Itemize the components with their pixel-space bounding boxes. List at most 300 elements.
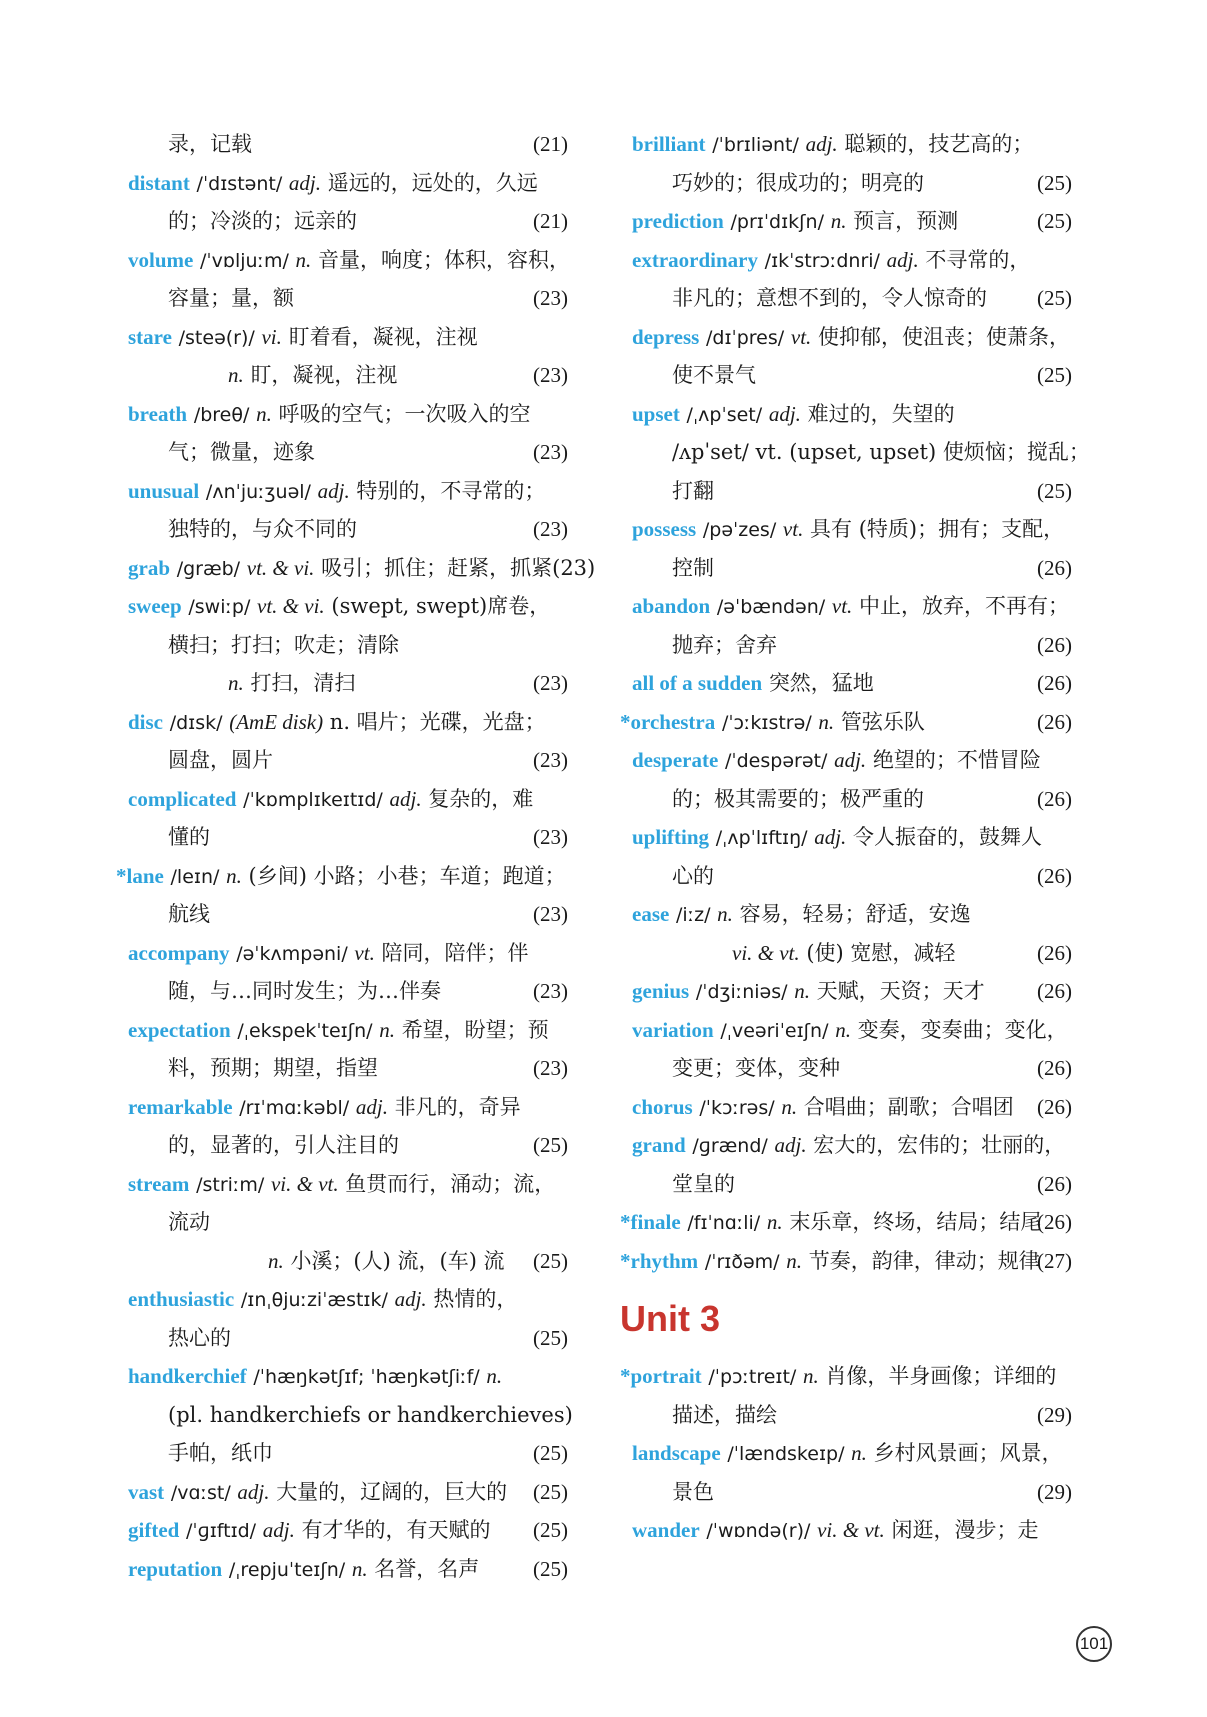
entry-line — [128, 818, 568, 857]
headword: remarkable — [128, 1094, 233, 1119]
definition: 令人振奋的，鼓舞人 — [853, 825, 1042, 849]
headword: all of a sudden — [632, 671, 763, 695]
page-reference: (23) — [533, 286, 568, 310]
definition: 合唱曲；副歌；合唱团 — [803, 1094, 1014, 1119]
entry-line — [632, 972, 1072, 1011]
page-reference: (23) — [533, 979, 568, 1003]
page-reference: (25) — [1037, 286, 1072, 310]
entry-line — [632, 433, 1090, 472]
definition: 的；极其需要的；极严重的 — [672, 786, 924, 811]
part-of-speech: vt. — [782, 517, 804, 541]
definition: 打扫，清扫 — [250, 671, 356, 695]
entry-line — [128, 549, 596, 588]
definition: 录，记载 — [168, 132, 252, 156]
part-of-speech: adj. — [237, 1479, 270, 1504]
page-reference: (26) — [1037, 709, 1072, 734]
definition: 横扫；打扫；吹走；清除 — [168, 632, 399, 657]
phonetic: /ˌrepjuˈteɪʃn/ — [228, 1558, 346, 1581]
definition: 盯，凝视，注视 — [250, 363, 398, 387]
part-of-speech: n. — [228, 363, 244, 387]
phonetic: /dɪsk/ — [169, 711, 223, 734]
part-of-speech: adj. — [886, 247, 919, 272]
part-of-speech: vi. & vt. — [270, 1171, 339, 1196]
definition: (乡间) 小路；小巷；车道；跑道； — [248, 863, 566, 888]
entry-line — [632, 626, 1072, 665]
phonetic: /breθ/ — [193, 403, 250, 426]
entry-line — [128, 934, 568, 973]
entry-line — [128, 125, 568, 164]
entry-line — [632, 356, 1072, 395]
definition: 控制 — [672, 555, 714, 580]
part-of-speech: adj. — [394, 1287, 427, 1311]
part-of-speech: n. — [781, 1094, 798, 1119]
definition: 希望，盼望；预 — [401, 1017, 549, 1042]
phonetic: /ˈrɪðəm/ — [704, 1250, 780, 1273]
definition: 变奏，变奏曲；变化， — [857, 1017, 1068, 1042]
phonetic: /rɪˈmɑːkəbl/ — [239, 1096, 350, 1119]
part-of-speech: n. — [835, 1017, 851, 1042]
entry-line — [632, 318, 1072, 357]
part-of-speech: vi. — [261, 324, 282, 349]
entry-line — [128, 1165, 568, 1204]
page-reference: (29) — [1037, 1479, 1072, 1504]
phonetic: /ˈvɒljuːm/ — [200, 249, 289, 272]
headword: enthusiastic — [128, 1287, 235, 1311]
phonetic: /ˈkɒmplɪkeɪtɪd/ — [243, 788, 383, 811]
phonetic: /ˈdɪstənt/ — [196, 172, 283, 195]
entry-line — [632, 934, 1072, 973]
phonetic: /ˈkɔːrəs/ — [699, 1096, 775, 1119]
headword: wander — [632, 1518, 700, 1542]
entry-line — [632, 1011, 1072, 1050]
entry-line — [128, 164, 568, 203]
entry-line — [128, 1242, 568, 1281]
headword: *finale — [620, 1210, 681, 1234]
page-reference: (26) — [1037, 1094, 1072, 1119]
entry-line — [128, 433, 568, 472]
headword: abandon — [632, 594, 711, 618]
headword: brilliant — [632, 132, 706, 156]
phonetic: /swiːp/ — [188, 596, 251, 618]
definition: 遥远的，远处的，久远 — [327, 170, 538, 195]
entry-line — [632, 780, 1072, 819]
entry-line — [632, 395, 1072, 434]
definition: 突然，猛地 — [768, 671, 874, 695]
page-reference: (25) — [533, 1325, 568, 1350]
definition: 节奏，韵律，律动；规律 — [808, 1248, 1040, 1273]
page-reference: (25) — [533, 1133, 568, 1157]
entry-line — [632, 1126, 1072, 1165]
entry-line — [632, 857, 1072, 896]
page-reference: (26) — [1037, 979, 1072, 1003]
page-number: 101 — [1076, 1626, 1112, 1662]
definition: 流动 — [168, 1210, 210, 1234]
page-reference: (25) — [1037, 478, 1072, 503]
phonetic: /fɪˈnɑːli/ — [687, 1212, 761, 1234]
page-reference: (21) — [533, 209, 568, 233]
definition: 心的 — [672, 863, 714, 888]
entry-line — [632, 164, 1072, 203]
definition: 难过的，失望的 — [807, 401, 955, 426]
definition: 打翻 — [672, 478, 714, 503]
headword: possess — [632, 517, 697, 541]
entry-line — [128, 1434, 568, 1473]
headword: desperate — [632, 748, 719, 772]
headword: depress — [632, 324, 700, 349]
entry-line — [632, 818, 1072, 857]
phonetic: /ˈlændskeɪp/ — [727, 1443, 845, 1465]
definition: 巧妙的；很成功的；明亮的 — [672, 170, 924, 195]
page-reference: (25) — [533, 1479, 568, 1504]
phonetic: /ˈɔːkɪstrə/ — [721, 711, 812, 734]
headword: landscape — [632, 1441, 721, 1465]
part-of-speech: adj. — [355, 1094, 388, 1119]
part-of-speech: n. — [268, 1248, 284, 1273]
part-of-speech: n. — [803, 1364, 819, 1388]
entry-line — [128, 1049, 568, 1088]
phonetic: /ˌʌpˈset/ — [686, 403, 763, 426]
entry-line — [128, 626, 568, 665]
definition: 不寻常的， — [925, 247, 1031, 272]
headword: handkerchief — [128, 1364, 247, 1388]
headword: stream — [128, 1171, 190, 1196]
part-of-speech: n. — [256, 401, 272, 426]
definition: 变更；变体，变种 — [672, 1056, 840, 1080]
definition: (swept, swept)席卷， — [331, 594, 551, 618]
definition: 使不景气 — [672, 363, 756, 387]
page-reference: (25) — [1037, 170, 1072, 195]
definition: 肖像，半身画像；详细的 — [825, 1364, 1057, 1388]
part-of-speech: vt. — [354, 940, 375, 965]
page-reference: (26) — [1037, 1056, 1072, 1080]
definition: 盯着看，凝视，注视 — [288, 324, 478, 349]
phonetic: /iːz/ — [676, 904, 711, 926]
part-of-speech: vt. — [831, 594, 853, 618]
entry-line — [128, 202, 568, 241]
entry-line — [632, 1165, 1072, 1204]
part-of-speech: adj. — [317, 478, 350, 503]
page-reference: (25) — [533, 1518, 568, 1542]
page-reference: (26) — [1037, 863, 1072, 888]
definition: 乡村风景画；风景， — [873, 1441, 1063, 1465]
headword: volume — [128, 247, 194, 272]
entry-line — [128, 1126, 568, 1165]
definition: 末乐章，终场，结局；结尾 — [789, 1210, 1042, 1234]
entry-line — [632, 1088, 1072, 1127]
entry-line — [128, 664, 568, 703]
entry-line — [128, 279, 568, 318]
part-of-speech: n. — [851, 1441, 867, 1465]
page-reference: (25) — [533, 1556, 568, 1581]
entry-line — [632, 549, 1072, 588]
definition: 鱼贯而行，涌动；流， — [345, 1171, 556, 1196]
definition: 中止，放弃，不再有； — [858, 594, 1069, 618]
definition: 小溪；(人) 流，(车) 流 — [290, 1248, 505, 1273]
entry-line — [620, 1203, 1072, 1242]
definition: 料，预期；期望，指望 — [168, 1056, 378, 1080]
entry-line — [128, 1357, 568, 1396]
part-of-speech: adj. — [288, 170, 322, 195]
part-of-speech: vt. & vi. — [246, 555, 315, 580]
headword: *portrait — [620, 1364, 702, 1388]
page-reference: (23) — [533, 748, 568, 772]
definition: 大量的，辽阔的，巨大的 — [276, 1479, 508, 1504]
definition: 热情的， — [433, 1287, 518, 1311]
phonetic: /græb/ — [176, 557, 241, 580]
phonetic: /ˈhæŋkətʃɪf; ˈhæŋkətʃiːf/ — [253, 1366, 480, 1388]
entry-line — [620, 703, 1072, 742]
phonetic: /əˈbændən/ — [716, 596, 826, 618]
headword: reputation — [128, 1556, 223, 1581]
definition: 的；冷淡的；远亲的 — [168, 209, 357, 233]
headword: variation — [632, 1017, 714, 1042]
right-column — [620, 125, 1090, 1550]
phonetic: /ˈdespərət/ — [725, 750, 828, 772]
entry-line — [632, 202, 1072, 241]
page-reference: (21) — [533, 132, 568, 156]
entry-line — [128, 510, 568, 549]
entry-line — [632, 241, 1072, 280]
page-reference: (25) — [533, 1248, 568, 1273]
headword: expectation — [128, 1017, 231, 1042]
part-of-speech: n. — [794, 979, 810, 1003]
definition: 懂的 — [168, 825, 210, 849]
part-of-speech: n. — [351, 1556, 368, 1581]
part-of-speech: n. — [226, 863, 242, 888]
definition: 热心的 — [168, 1325, 231, 1350]
entry-line — [128, 587, 568, 626]
headword: grab — [128, 555, 170, 580]
entry-line — [128, 318, 568, 357]
part-of-speech: n. — [786, 1248, 803, 1273]
part-of-speech: adj. — [805, 132, 838, 156]
definition: 绝望的；不惜冒险 — [872, 748, 1041, 772]
phonetic: /əˈkʌmpəni/ — [236, 942, 348, 965]
part-of-speech: n. — [228, 671, 244, 695]
definition: 独特的，与众不同的 — [168, 517, 357, 541]
definition: 非凡的，奇异 — [394, 1094, 521, 1119]
headword: gifted — [128, 1518, 180, 1542]
definition: 闲逛，漫步；走 — [891, 1518, 1039, 1542]
definition: 使抑郁，使沮丧；使萧条， — [817, 324, 1070, 349]
definition: 描述，描绘 — [672, 1402, 777, 1427]
entry-line — [128, 1203, 568, 1242]
entry-line — [632, 1434, 1072, 1473]
headword: *rhythm — [620, 1248, 699, 1273]
entry-line — [128, 1511, 568, 1550]
headword: ease — [632, 902, 670, 926]
entry-line — [128, 1550, 568, 1589]
page-reference: (23) — [533, 671, 568, 695]
phonetic: /steə(r)/ — [178, 326, 255, 349]
entry-line — [632, 125, 1072, 164]
definition: 非凡的；意想不到的，令人惊奇的 — [672, 286, 987, 310]
phonetic: /vɑːst/ — [170, 1481, 231, 1504]
definition: 吸引；抓住；赶紧，抓紧(23) — [321, 555, 596, 580]
definition: 随，与…同时发生；为…伴奏 — [168, 979, 441, 1003]
definition: 手帕，纸巾 — [168, 1441, 273, 1465]
definition: 圆盘，圆片 — [168, 748, 273, 772]
page-reference: (27) — [1037, 1248, 1072, 1273]
definition: 的，显著的，引人注目的 — [168, 1133, 399, 1157]
phonetic: /prɪˈdɪkʃn/ — [730, 211, 824, 233]
headword: accompany — [128, 940, 230, 965]
page-reference: (26) — [1037, 632, 1072, 657]
entry-line — [632, 1396, 1072, 1435]
part-of-speech: adj. — [262, 1518, 295, 1542]
page-reference: (25) — [533, 1441, 568, 1465]
phonetic: /ˈbrɪliənt/ — [712, 134, 799, 156]
phonetic: /striːm/ — [196, 1173, 265, 1196]
headword: complicated — [128, 786, 237, 811]
entry-line — [632, 1511, 1072, 1550]
definition: 气；微量，迹象 — [168, 440, 315, 464]
headword: breath — [128, 401, 188, 426]
definition: 宏大的，宏伟的；壮丽的， — [813, 1133, 1066, 1157]
entry-line — [128, 1088, 568, 1127]
definition: 容量；量，额 — [168, 286, 294, 310]
part-of-speech: adj. — [389, 786, 422, 811]
definition: 航线 — [168, 902, 210, 926]
phonetic: /ɪnˌθjuːziˈæstɪk/ — [240, 1289, 388, 1311]
page-reference: (26) — [1037, 671, 1072, 695]
headword: uplifting — [632, 825, 710, 849]
entry-line — [632, 510, 1072, 549]
page-reference: (26) — [1037, 940, 1072, 965]
part-of-speech: vi. & vt. — [817, 1518, 885, 1542]
entry-line — [128, 472, 568, 511]
definition: (使) 宽慰，减轻 — [806, 940, 956, 965]
page-reference: (26) — [1037, 786, 1072, 811]
part-of-speech: adj. — [814, 825, 847, 849]
unit-heading: Unit 3 — [620, 1298, 721, 1339]
headword: upset — [632, 401, 680, 426]
part-of-speech: (AmE disk) — [229, 709, 324, 734]
page-reference: (23) — [533, 825, 568, 849]
headword: chorus — [632, 1094, 693, 1119]
phonetic: /leɪn/ — [170, 865, 220, 888]
entry-line — [128, 1319, 568, 1358]
phonetic: /ˌʌpˈlɪftɪŋ/ — [715, 827, 808, 849]
entry-line — [632, 1049, 1072, 1088]
entry-line — [632, 1473, 1072, 1512]
entry-line — [128, 1280, 568, 1319]
definition: 容易，轻易；舒适，安逸 — [739, 902, 971, 926]
part-of-speech: adj. — [834, 748, 867, 772]
headword: disc — [128, 709, 164, 734]
phonetic: /ˌekspekˈteɪʃn/ — [237, 1019, 373, 1042]
definition: n. 唱片；光碟，光盘； — [329, 709, 546, 734]
entry-line — [632, 741, 1072, 780]
entry-line — [632, 895, 1072, 934]
headword: *lane — [116, 863, 164, 888]
definition: 管弦乐队 — [840, 709, 925, 734]
definition: 堂皇的 — [672, 1171, 735, 1196]
page-reference: (26) — [1037, 1210, 1072, 1234]
entry-line — [116, 857, 568, 896]
headword: sweep — [128, 594, 182, 618]
page-reference: (23) — [533, 1056, 568, 1080]
headword: stare — [128, 324, 172, 349]
definition: 特别的，不寻常的； — [356, 478, 546, 503]
headword: vast — [128, 1479, 165, 1504]
definition: /ʌpˈset/ vt. (upset, upset) 使烦恼；搅乱； — [672, 440, 1090, 464]
left-column — [116, 125, 596, 1588]
entry-line — [632, 279, 1072, 318]
entry-line — [128, 972, 568, 1011]
page-reference: (23) — [533, 902, 568, 926]
phonetic: /ɡrænd/ — [692, 1135, 768, 1157]
page-reference: (26) — [1037, 555, 1072, 580]
entry-line — [128, 241, 568, 280]
definition: 音量，响度；体积，容积， — [317, 247, 570, 272]
entry-line — [620, 1357, 1072, 1396]
entry-line — [128, 895, 568, 934]
part-of-speech: vt. — [790, 324, 812, 349]
part-of-speech: n. — [486, 1364, 503, 1388]
part-of-speech: vi. & vt. — [732, 940, 800, 965]
page-reference: (25) — [1037, 363, 1072, 387]
headword: *orchestra — [620, 709, 716, 734]
part-of-speech: adj. — [774, 1133, 807, 1157]
entry-line — [128, 1473, 568, 1512]
headword: grand — [632, 1133, 686, 1157]
headword: genius — [632, 979, 690, 1003]
part-of-speech: n. — [379, 1017, 395, 1042]
phonetic: /pəˈzes/ — [702, 519, 777, 541]
entry-line — [128, 395, 568, 434]
entry-line — [620, 1242, 1072, 1281]
phonetic: /dɪˈpres/ — [705, 326, 785, 349]
entry-line — [128, 1396, 573, 1435]
headword: unusual — [128, 478, 200, 503]
phonetic: /ˌveəriˈeɪʃn/ — [720, 1019, 829, 1042]
definition: 预言，预测 — [853, 209, 959, 233]
definition: 复杂的，难 — [428, 786, 534, 811]
part-of-speech: n. — [295, 247, 312, 272]
entry-line — [128, 1011, 568, 1050]
entry-line — [632, 664, 1072, 703]
phonetic: /ˈdʒiːniəs/ — [695, 981, 788, 1003]
definition: 抛弃；舍弃 — [672, 632, 777, 657]
headword: distant — [128, 170, 190, 195]
definition: (pl. handkerchiefs or handkerchieves) — [168, 1402, 573, 1427]
definition: 景色 — [672, 1479, 714, 1504]
definition: 有才华的，有天赋的 — [301, 1518, 491, 1542]
part-of-speech: n. — [717, 902, 733, 926]
phonetic: /ˈpɔːtreɪt/ — [708, 1366, 797, 1388]
page-reference: (29) — [1037, 1402, 1072, 1427]
phonetic: /ʌnˈjuːʒuəl/ — [205, 480, 311, 503]
phonetic: /ɪkˈstrɔːdnri/ — [764, 249, 880, 272]
page-reference: (23) — [533, 440, 568, 464]
entry-line — [128, 356, 568, 395]
entry-line — [128, 741, 568, 780]
entry-line — [632, 472, 1072, 511]
definition: 呼吸的空气；一次吸入的空 — [278, 401, 531, 426]
page-reference: (23) — [533, 363, 568, 387]
definition: 具有 (特质)；拥有；支配， — [810, 517, 1065, 541]
definition: 名誉，名声 — [374, 1556, 480, 1581]
headword: prediction — [632, 209, 724, 233]
entry-line — [128, 703, 568, 742]
entry-line — [632, 587, 1072, 626]
definition: 聪颖的，技艺高的； — [844, 132, 1034, 156]
headword: extraordinary — [632, 247, 758, 272]
part-of-speech: n. — [830, 209, 847, 233]
part-of-speech: adj. — [768, 401, 801, 426]
part-of-speech: n. — [818, 709, 835, 734]
